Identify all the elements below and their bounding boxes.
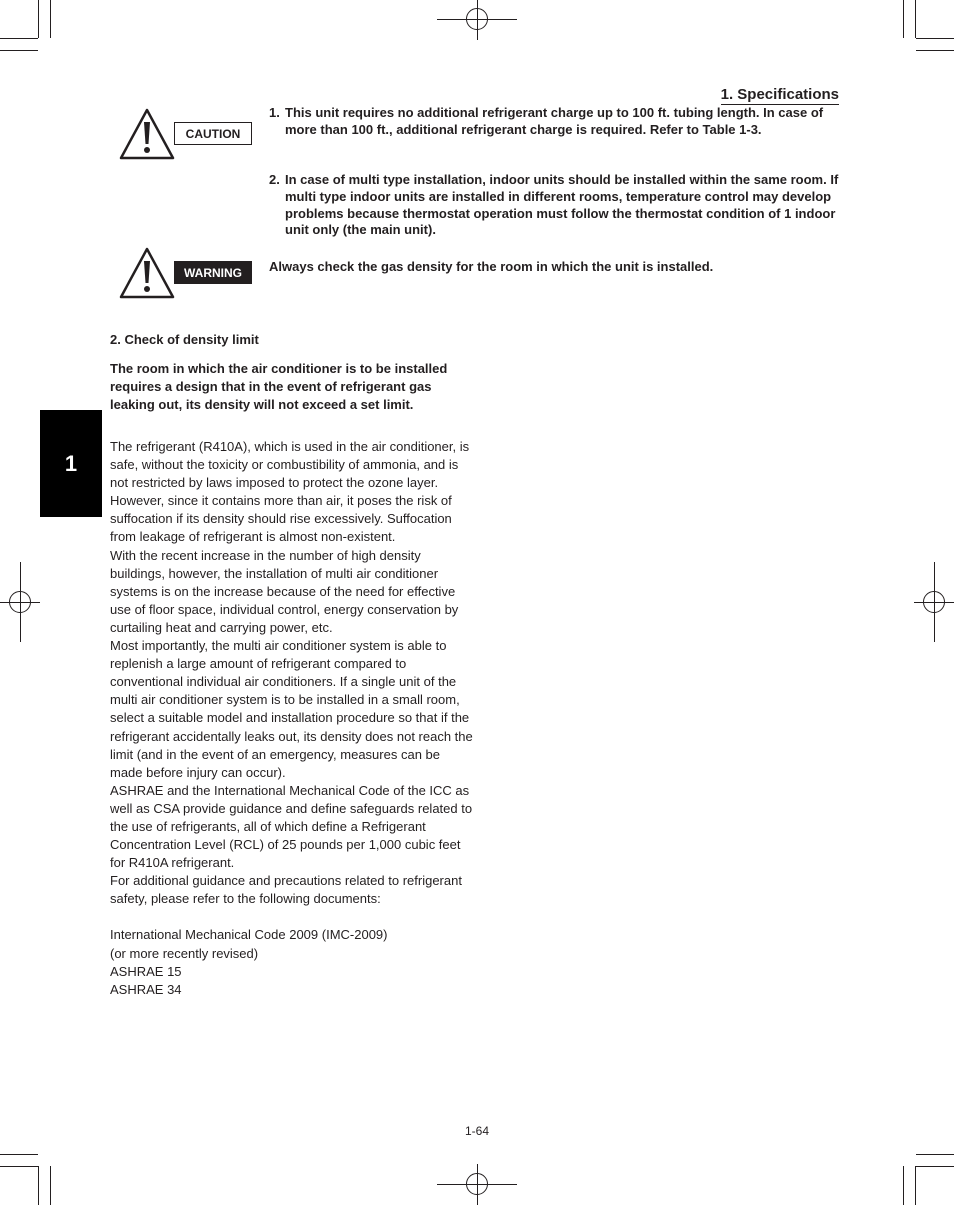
caution-item-1-text: This unit requires no additional refrigerant charge up to 100 ft. tubing length. In case of more than 100 ft., additional refrigerant charge is required. Refer to Table 1-3. (285, 105, 824, 137)
density-heading: 2. Check of density limit (110, 332, 259, 347)
page-number: 1-64 (465, 1124, 490, 1138)
reference-item: (or more recently revised) (110, 945, 259, 961)
warning-text: Always check the gas density for the room in which the unit is installed. (269, 259, 714, 274)
density-lead: The room in which the air conditioner is to be installed requires a design that in the event of refrigerant gas leaking out, its density will not exceed a set limit. (110, 361, 448, 412)
caution-item-2-text: In case of multi type installation, indoor units should be installed within the same room. If multi type indoor units are installed in different rooms, temperature control may develop problems because thermostat operation must follow the thermostat condition of 1 indoor unit only (the main unit). (285, 172, 839, 238)
reference-item: ASHRAE 15 (110, 963, 182, 979)
caution-item-1 (269, 105, 844, 139)
chapter-tab: 1 (40, 410, 102, 517)
caution-item-1-number: 1. (269, 105, 280, 120)
warning-triangle-icon (119, 247, 175, 299)
caution-item-2-number: 2. (269, 172, 280, 187)
caution-triangle-icon (119, 108, 175, 160)
warning-label: WARNING (174, 261, 252, 284)
density-paragraph-3: Most importantly, the multi air conditioner system is able to replenish a large amount of refrigerant compared to conventional individual air conditioners. If a single unit of the multi air conditioner system is to be installed in a small room, select a suitable model and installation procedure so that if the refrigerant accidentally leaks out, its density does not reach the limit (and in the event of an emergency, measures can be made before injury can occur). (110, 638, 473, 780)
density-body (110, 438, 475, 999)
caution-item-2 (269, 172, 844, 239)
density-paragraph-5: For additional guidance and precautions related to refrigerant safety, please refer to the following documents: (110, 873, 462, 907)
density-paragraph-4: ASHRAE and the International Mechanical Code of the ICC as well as CSA provide guidance and define safeguards related to the use of refrigerants, all of which define a Refrigerant Concentration Level (RCL) of 25 pounds per 1,000 cubic feet for R410A refrigerant. (110, 782, 473, 871)
density-paragraph-1: The refrigerant (R410A), which is used in the air conditioner, is safe, without the toxicity or combustibility of ammonia, and is not restricted by laws imposed to protect the ozone layer. However, since it contains more than air, it poses the risk of suffocation if its density should rise excessively. Suffocation from leakage of refrigerant is almost non-existent. (110, 439, 470, 545)
section-title: 1. Specifications (720, 86, 839, 103)
caution-label: CAUTION (174, 122, 252, 145)
spacer (110, 908, 475, 926)
density-paragraph-2: With the recent increase in the number of high density buildings, however, the installation of multi air conditioner systems is on the increase because of the need for effective use of floor space, individual control, energy conservation by curtailing heat and carrying power, etc. (110, 547, 459, 635)
reference-item: International Mechanical Code 2009 (IMC-2009) (110, 927, 388, 943)
reference-item: ASHRAE 34 (110, 981, 182, 997)
